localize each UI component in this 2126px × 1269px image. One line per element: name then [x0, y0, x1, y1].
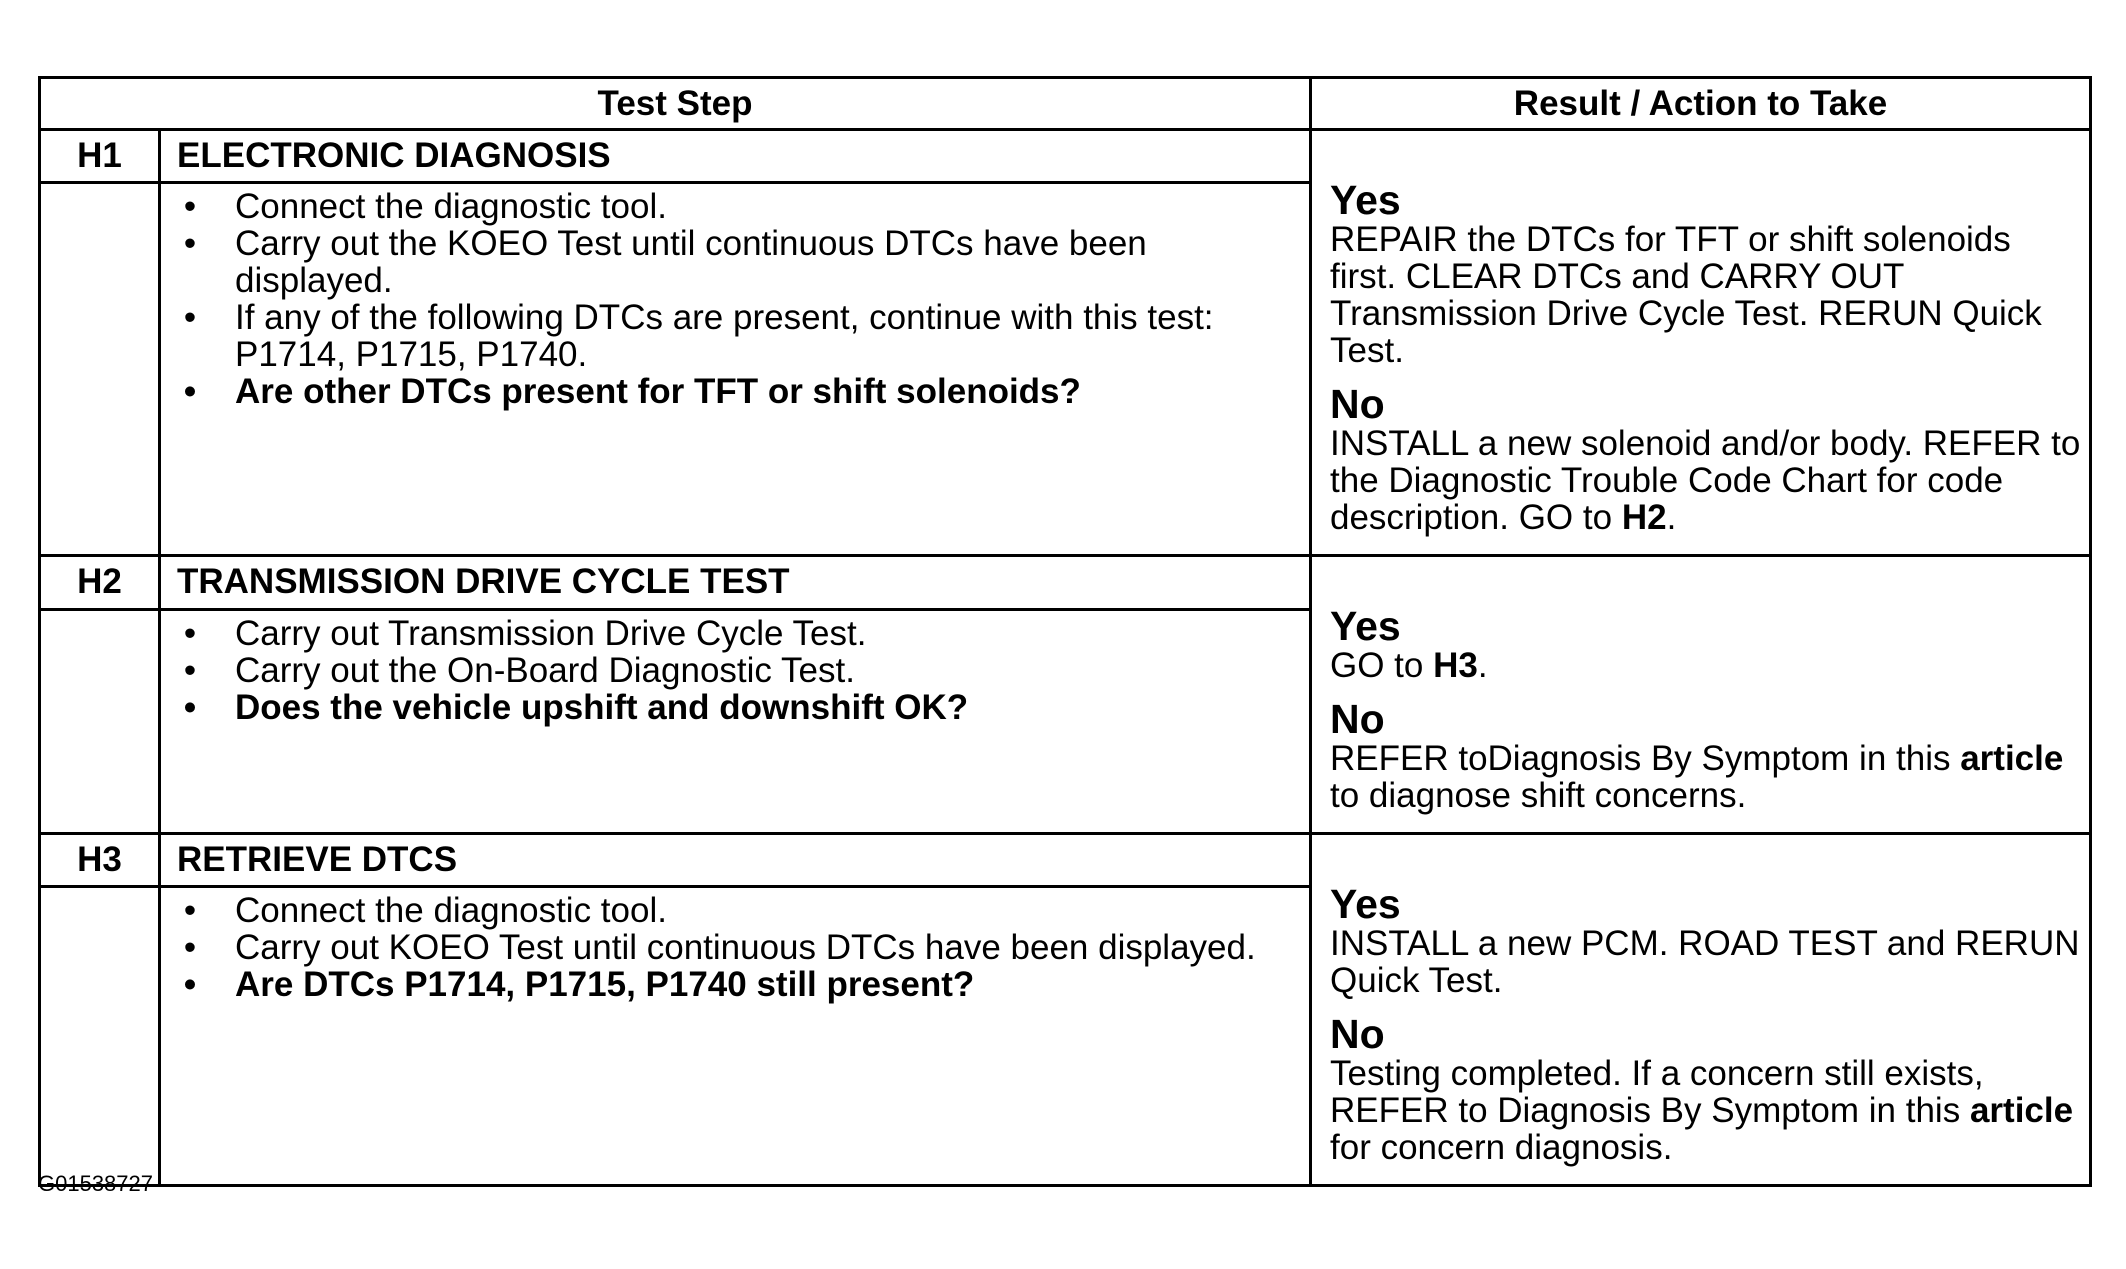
header-result-action: Result / Action to Take — [1311, 78, 2091, 130]
goto-step-ref: H2 — [1621, 498, 1667, 537]
instruction-question: • Does the vehicle upshift and downshift OK? — [183, 687, 969, 727]
step-id-blank — [40, 182, 160, 555]
step-title-row — [40, 556, 2091, 610]
header-test-step: Test Step — [40, 78, 1311, 130]
step-title-row — [40, 130, 2091, 183]
step-title-row — [40, 834, 2091, 887]
yes-action: GO to H3. — [1330, 646, 1488, 685]
yes-action: REPAIR the DTCs for TFT or shift solenoids first. CLEAR DTCs and CARRY OUT Transmission Drive Cycle Test. RERUN Quick Test. — [1330, 220, 2042, 370]
step-title: RETRIEVE DTCS — [160, 834, 1311, 887]
instruction-question: • Are other DTCs present for TFT or shift solenoids? — [183, 371, 1081, 411]
yes-action: INSTALL a new PCM. ROAD TEST and RERUN Quick Test. — [1330, 924, 2080, 1000]
no-action: INSTALL a new solenoid and/or body. REFER to the Diagnostic Trouble Code Chart for code description. GO to H2. — [1330, 424, 2081, 537]
step-instructions — [160, 182, 1311, 555]
instruction-item: • Carry out the KOEO Test until continuous DTCs have been displayed. — [183, 223, 1147, 300]
diagnostic-test-table — [38, 76, 2092, 1187]
step-title: ELECTRONIC DIAGNOSIS — [160, 130, 1311, 183]
step-title: TRANSMISSION DRIVE CYCLE TEST — [160, 556, 1311, 610]
step-instructions — [160, 609, 1311, 833]
instruction-item: • Connect the diagnostic tool. — [183, 186, 667, 226]
step-result — [1311, 130, 2091, 556]
step-instructions — [160, 887, 1311, 1186]
step-id: H1 — [40, 130, 160, 183]
yes-label: Yes — [1330, 177, 1401, 223]
step-result — [1311, 834, 2091, 1186]
instruction-question: • Are DTCs P1714, P1715, P1740 still present? — [183, 965, 975, 1005]
step-id: H3 — [40, 834, 160, 887]
yes-label: Yes — [1330, 603, 1401, 649]
figure-id-label: G01538727 — [38, 1171, 153, 1196]
goto-step-ref: H3 — [1433, 646, 1478, 685]
step-id-blank — [40, 887, 160, 1186]
step-id: H2 — [40, 556, 160, 610]
instruction-item: • If any of the following DTCs are present, continue with this test: P1714, P1715, P1740. — [183, 297, 1214, 374]
no-label: No — [1330, 1011, 1385, 1057]
no-label: No — [1330, 696, 1385, 742]
yes-label: Yes — [1330, 881, 1401, 927]
no-action: REFER toDiagnosis By Symptom in this article to diagnose shift concerns. — [1330, 739, 2064, 815]
instruction-item: • Carry out KOEO Test until continuous DTCs have been displayed. — [183, 928, 1256, 968]
instruction-item: • Carry out Transmission Drive Cycle Test. — [183, 613, 867, 653]
step-result — [1311, 556, 2091, 834]
instruction-item: • Carry out the On-Board Diagnostic Test. — [183, 650, 855, 690]
no-action: Testing completed. If a concern still exists, REFER to Diagnosis By Symptom in this article for concern diagnosis. — [1330, 1054, 2074, 1167]
no-label: No — [1330, 381, 1385, 427]
step-id-blank — [40, 609, 160, 833]
instruction-item: • Connect the diagnostic tool. — [183, 891, 667, 931]
